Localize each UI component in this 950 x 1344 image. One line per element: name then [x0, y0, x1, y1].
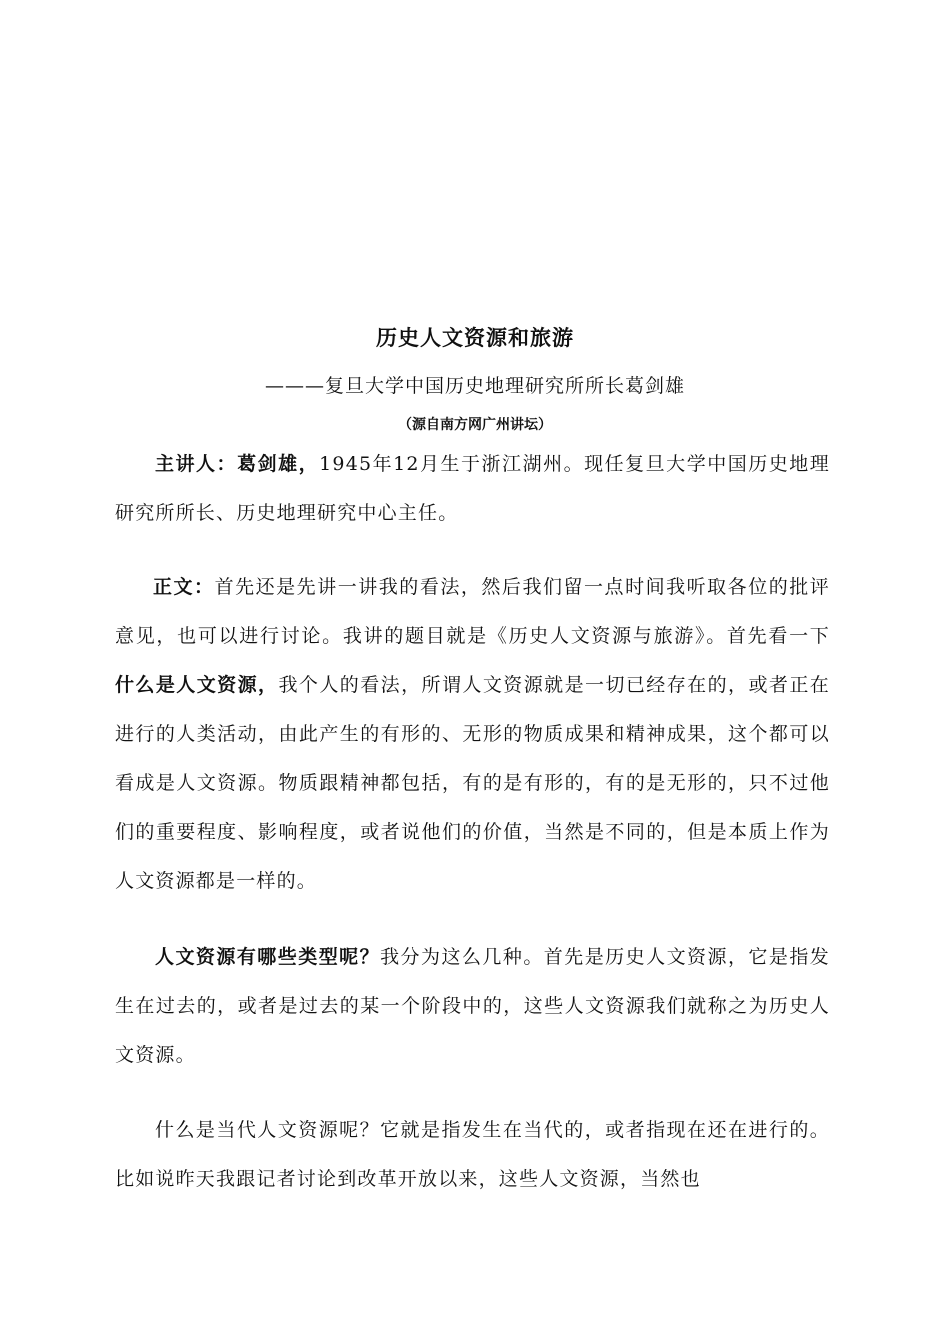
- types-text: 我分为这么几种。首先是历史人文资源，它是指发生在过去的，或者是过去的某一个阶段中的，这些人文资源我们就称之为历史人文资源。: [115, 946, 831, 1066]
- main-text-2: 我个人的看法，所谓人文资源就是一切已经存在的，或者正在进行的人类活动，由此产生的有形的、无形的物质成果和精神成果，这个都可以看成是人文资源。物质跟精神都包括，有的是有形的，有的是无形的，只不过他们的重要程度、影响程度，或者说他们的价值，当然是不同的，但是本质上作为人文资源都是一样的。: [115, 674, 830, 892]
- speaker-name: 葛剑雄，: [237, 453, 320, 475]
- contemporary-text: 什么是当代人文资源呢？它就是指发生在当代的，或者指现在还在进行的。比如说昨天我跟记者讨论到改革开放以来，这些人文资源，当然也: [115, 1119, 830, 1190]
- types-question: 人文资源有哪些类型呢？: [155, 946, 381, 968]
- source-note: （源自南方网广州讲坛）: [398, 417, 552, 433]
- document-title: 历史人文资源和旅游: [376, 325, 574, 350]
- main-text-1: 首先还是先讲一讲我的看法，然后我们留一点时间我听取各位的批评意见，也可以进行讨论。我讲的题目就是《历史人文资源与旅游》。首先看一下: [115, 576, 830, 647]
- main-bold-phrase: 什么是人文资源，: [115, 674, 279, 696]
- speaker-paragraph: [115, 440, 830, 538]
- document-subtitle: ———复旦大学中国历史地理研究所所长葛剑雄: [264, 375, 685, 397]
- speaker-label: 主讲人：: [155, 453, 238, 475]
- speaker-bio: 1945年12月生于浙江湖州。现任复旦大学中国历史地理研究所所长、历史地理研究中心主任。: [115, 453, 830, 524]
- contemporary-paragraph: [115, 1106, 830, 1204]
- main-label: 正文：: [153, 576, 215, 598]
- main-paragraph: [115, 563, 830, 906]
- types-paragraph: [115, 933, 830, 1080]
